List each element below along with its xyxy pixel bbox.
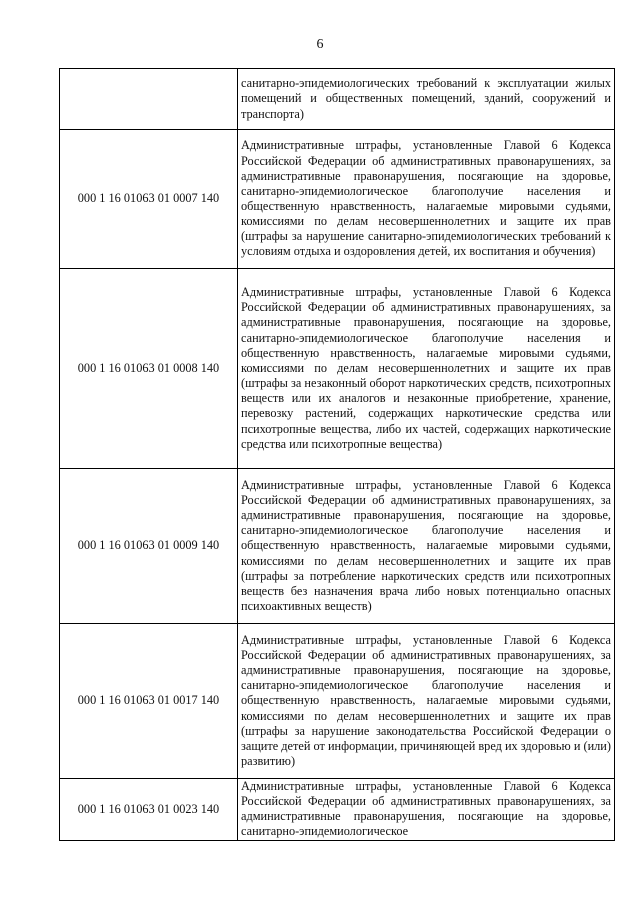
code-cell: 000 1 16 01063 01 0017 140: [60, 624, 238, 779]
table-row: [60, 269, 615, 469]
table-row: [60, 624, 615, 779]
code-cell: 000 1 16 01063 01 0023 140: [60, 779, 238, 841]
description-cell: Административные штрафы, установленные Главой 6 Кодекса Российской Федерации об административных правонарушениях, за административные правонарушения, посягающие на здоровье, санитарно-эпидемиологическое благополучие населения и общественную нравственность, налагаемые мировыми судьями, комиссиями по делам несовершеннолетних и защите их прав (штрафы за потребление наркотических средств или психотропных веществ без назначения врача либо новых потенциально опасных психоактивных веществ): [238, 469, 615, 624]
description-cell: Административные штрафы, установленные Главой 6 Кодекса Российской Федерации об административных правонарушениях, за административные правонарушения, посягающие на здоровье, санитарно-эпидемиологическое благополучие населения и общественную нравственность, налагаемые мировыми судьями, комиссиями по делам несовершеннолетних и защите их прав (штрафы за нарушение законодательства Российской Федерации о защите детей от информации, причиняющей вред их здоровью и (или) развитию): [238, 624, 615, 779]
description-cell: Административные штрафы, установленные Главой 6 Кодекса Российской Федерации об административных правонарушениях, за административные правонарушения, посягающие на здоровье, санитарно-эпидемиологическое благополучие населения и общественную нравственность, налагаемые мировыми судьями, комиссиями по делам несовершеннолетних и защите их прав (штрафы за незаконный оборот наркотических средств, психотропных веществ или их аналогов и незаконные приобретение, хранение, перевозку растений, содержащих наркотические средства или психотропные вещества, либо их частей, содержащих наркотические средства или психотропные вещества): [238, 269, 615, 469]
page-number: 6: [316, 37, 324, 52]
table-row: [60, 469, 615, 624]
code-cell: 000 1 16 01063 01 0008 140: [60, 269, 238, 469]
table-row: [60, 69, 615, 130]
table-row: [60, 130, 615, 269]
description-cell: Административные штрафы, установленные Главой 6 Кодекса Российской Федерации об административных правонарушениях, за административные правонарушения, посягающие на здоровье, санитарно-эпидемиологическое: [238, 779, 615, 841]
code-cell: [60, 69, 238, 130]
description-cell: Административные штрафы, установленные Главой 6 Кодекса Российской Федерации об административных правонарушениях, за административные правонарушения, посягающие на здоровье, санитарно-эпидемиологическое благополучие населения и общественную нравственность, налагаемые мировыми судьями, комиссиями по делам несовершеннолетних и защите их прав (штрафы за нарушение санитарно-эпидемиологических требований к условиям отдыха и оздоровления детей, их воспитания и обучения): [238, 130, 615, 269]
code-cell: 000 1 16 01063 01 0009 140: [60, 469, 238, 624]
description-cell: санитарно-эпидемиологических требований к эксплуатации жилых помещений и общественных помещений, зданий, сооружений и транспорта): [238, 69, 615, 130]
code-cell: 000 1 16 01063 01 0007 140: [60, 130, 238, 269]
table-row: [60, 779, 615, 841]
budget-codes-table: [59, 68, 615, 841]
